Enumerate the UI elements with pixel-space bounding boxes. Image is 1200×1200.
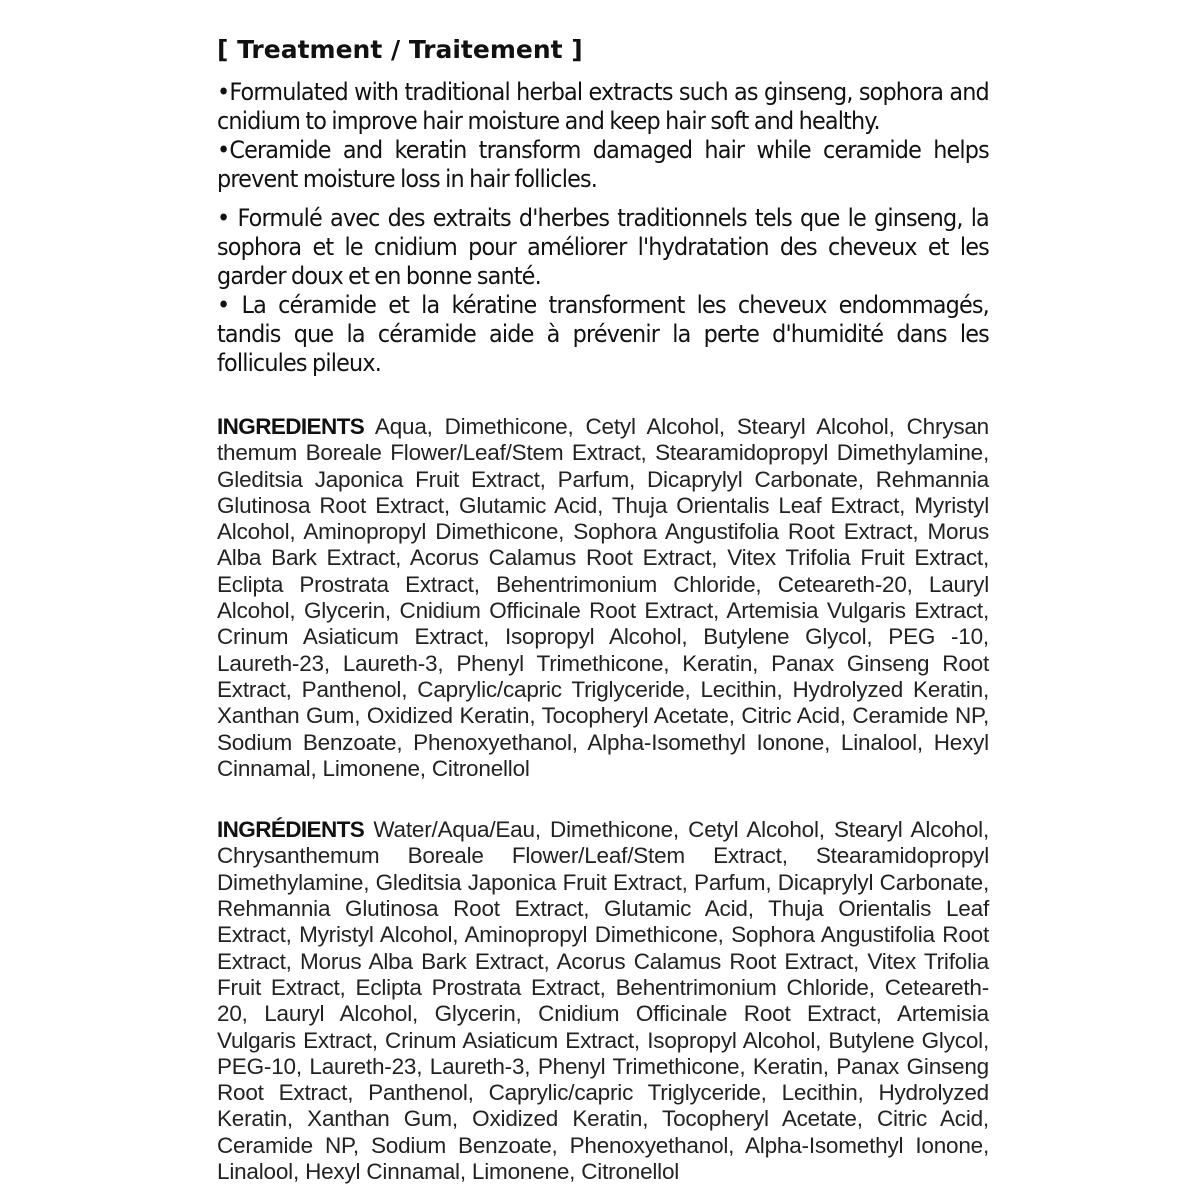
ingredients-french-label: INGRÉDIENTS [217, 817, 365, 843]
product-label [217, 34, 989, 1185]
ingredients-english [217, 414, 989, 782]
ingredients-english-list: Aqua, Dimethicone, Cetyl Alcohol, Stearyl Alcohol, Chrysan themum Boreale Flower/Leaf/Stem Extract, Stearamidopropyl Dimethylamine, Gleditsia Japonica Fruit Extract, Parfum, Dicaprylyl Carbonate, Rehmannia Glutinosa Root Extract, Glutamic Acid, Thuja Orientalis Leaf Extract, Myristyl Alcohol, Aminopropyl Dimethicone, Sophora Angustifolia Root Extract, Morus Alba Bark Extract, Acorus Calamus Root Extract, Vitex Trifolia Fruit Extract, Eclipta Prostrata Extract, Behentrimonium Chloride, Ceteareth-20, Lauryl Alcohol, Glycerin, Cnidium Officinale Root Extract, Artemisia Vulgaris Extract, Crinum Asiaticum Extract, Isopropyl Alcohol, Butylene Glycol, PEG -10, Laureth-23, Laureth-3, Phenyl Trimethicone, Keratin, Panax Ginseng Root Extract, Panthenol, Caprylic/capric Triglyceride, Lecithin, Hydrolyzed Keratin, Xanthan Gum, Oxidized Keratin, Tocopheryl Acetate, Citric Acid, Ceramide NP, Sodium Benzoate, Phenoxyethanol, Alpha-Isomethyl Ionone, Linalool, Hexyl Cinnamal, Limonene, Citronellol [217, 414, 989, 781]
french-bullet-ceramide: • La céramide et la kératine transforment les cheveux endommagés, tandis que la céramide aide à prévenir la perte d'humidité dans les follicules pileux. [217, 291, 989, 377]
english-bullet-ceramide: •Ceramide and keratin transform damaged hair while ceramide helps prevent moisture loss in hair follicles. [217, 136, 989, 193]
ingredients-english-label: INGREDIENTS [217, 414, 365, 439]
ingredients-french [217, 817, 989, 1185]
section-heading: [ Treatment / Traitement ] [217, 35, 583, 64]
english-description [217, 78, 989, 194]
french-bullet-herbal: • Formulé avec des extraits d'herbes traditionnels tels que le ginseng, la sophora et le cnidium pour améliorer l'hydratation des cheveux et les garder doux et en bonne santé. [217, 204, 989, 290]
french-description [217, 204, 989, 378]
ingredients-french-list: Water/Aqua/Eau, Dimethicone, Cetyl Alcohol, Stearyl Alcohol, Chrysanthemum Boreale Flower/Leaf/Stem Extract, Stearamidopropyl Dimethylamine, Gleditsia Japonica Fruit Extract, Parfum, Dicaprylyl Carbonate, Rehmannia Glutinosa Root Extract, Glutamic Acid, Thuja Orientalis Leaf Extract, Myristyl Alcohol, Aminopropyl Dimethicone, Sophora Angustifolia Root Extract, Morus Alba Bark Extract, Acorus Calamus Root Extract, Vitex Trifolia Fruit Extract, Eclipta Prostrata Extract, Behentrimonium Chloride, Ceteareth-20, Lauryl Alcohol, Glycerin, Cnidium Officinale Root Extract, Artemisia Vulgaris Extract, Crinum Asiaticum Extract, Isopropyl Alcohol, Butylene Glycol, PEG-10, Laureth-23, Laureth-3, Phenyl Trimethicone, Keratin, Panax Ginseng Root Extract, Panthenol, Caprylic/capric Triglyceride, Lecithin, Hydrolyzed Keratin, Xanthan Gum, Oxidized Keratin, Tocopheryl Acetate, Citric Acid, Ceramide NP, Sodium Benzoate, Phenoxyethanol, Alpha-Isomethyl Ionone, Linalool, Hexyl Cinnamal, Limonene, Citronellol [217, 817, 989, 1185]
english-bullet-herbal: •Formulated with traditional herbal extracts such as ginseng, sophora and cnidium to improve hair moisture and keep hair soft and healthy. [217, 78, 989, 135]
